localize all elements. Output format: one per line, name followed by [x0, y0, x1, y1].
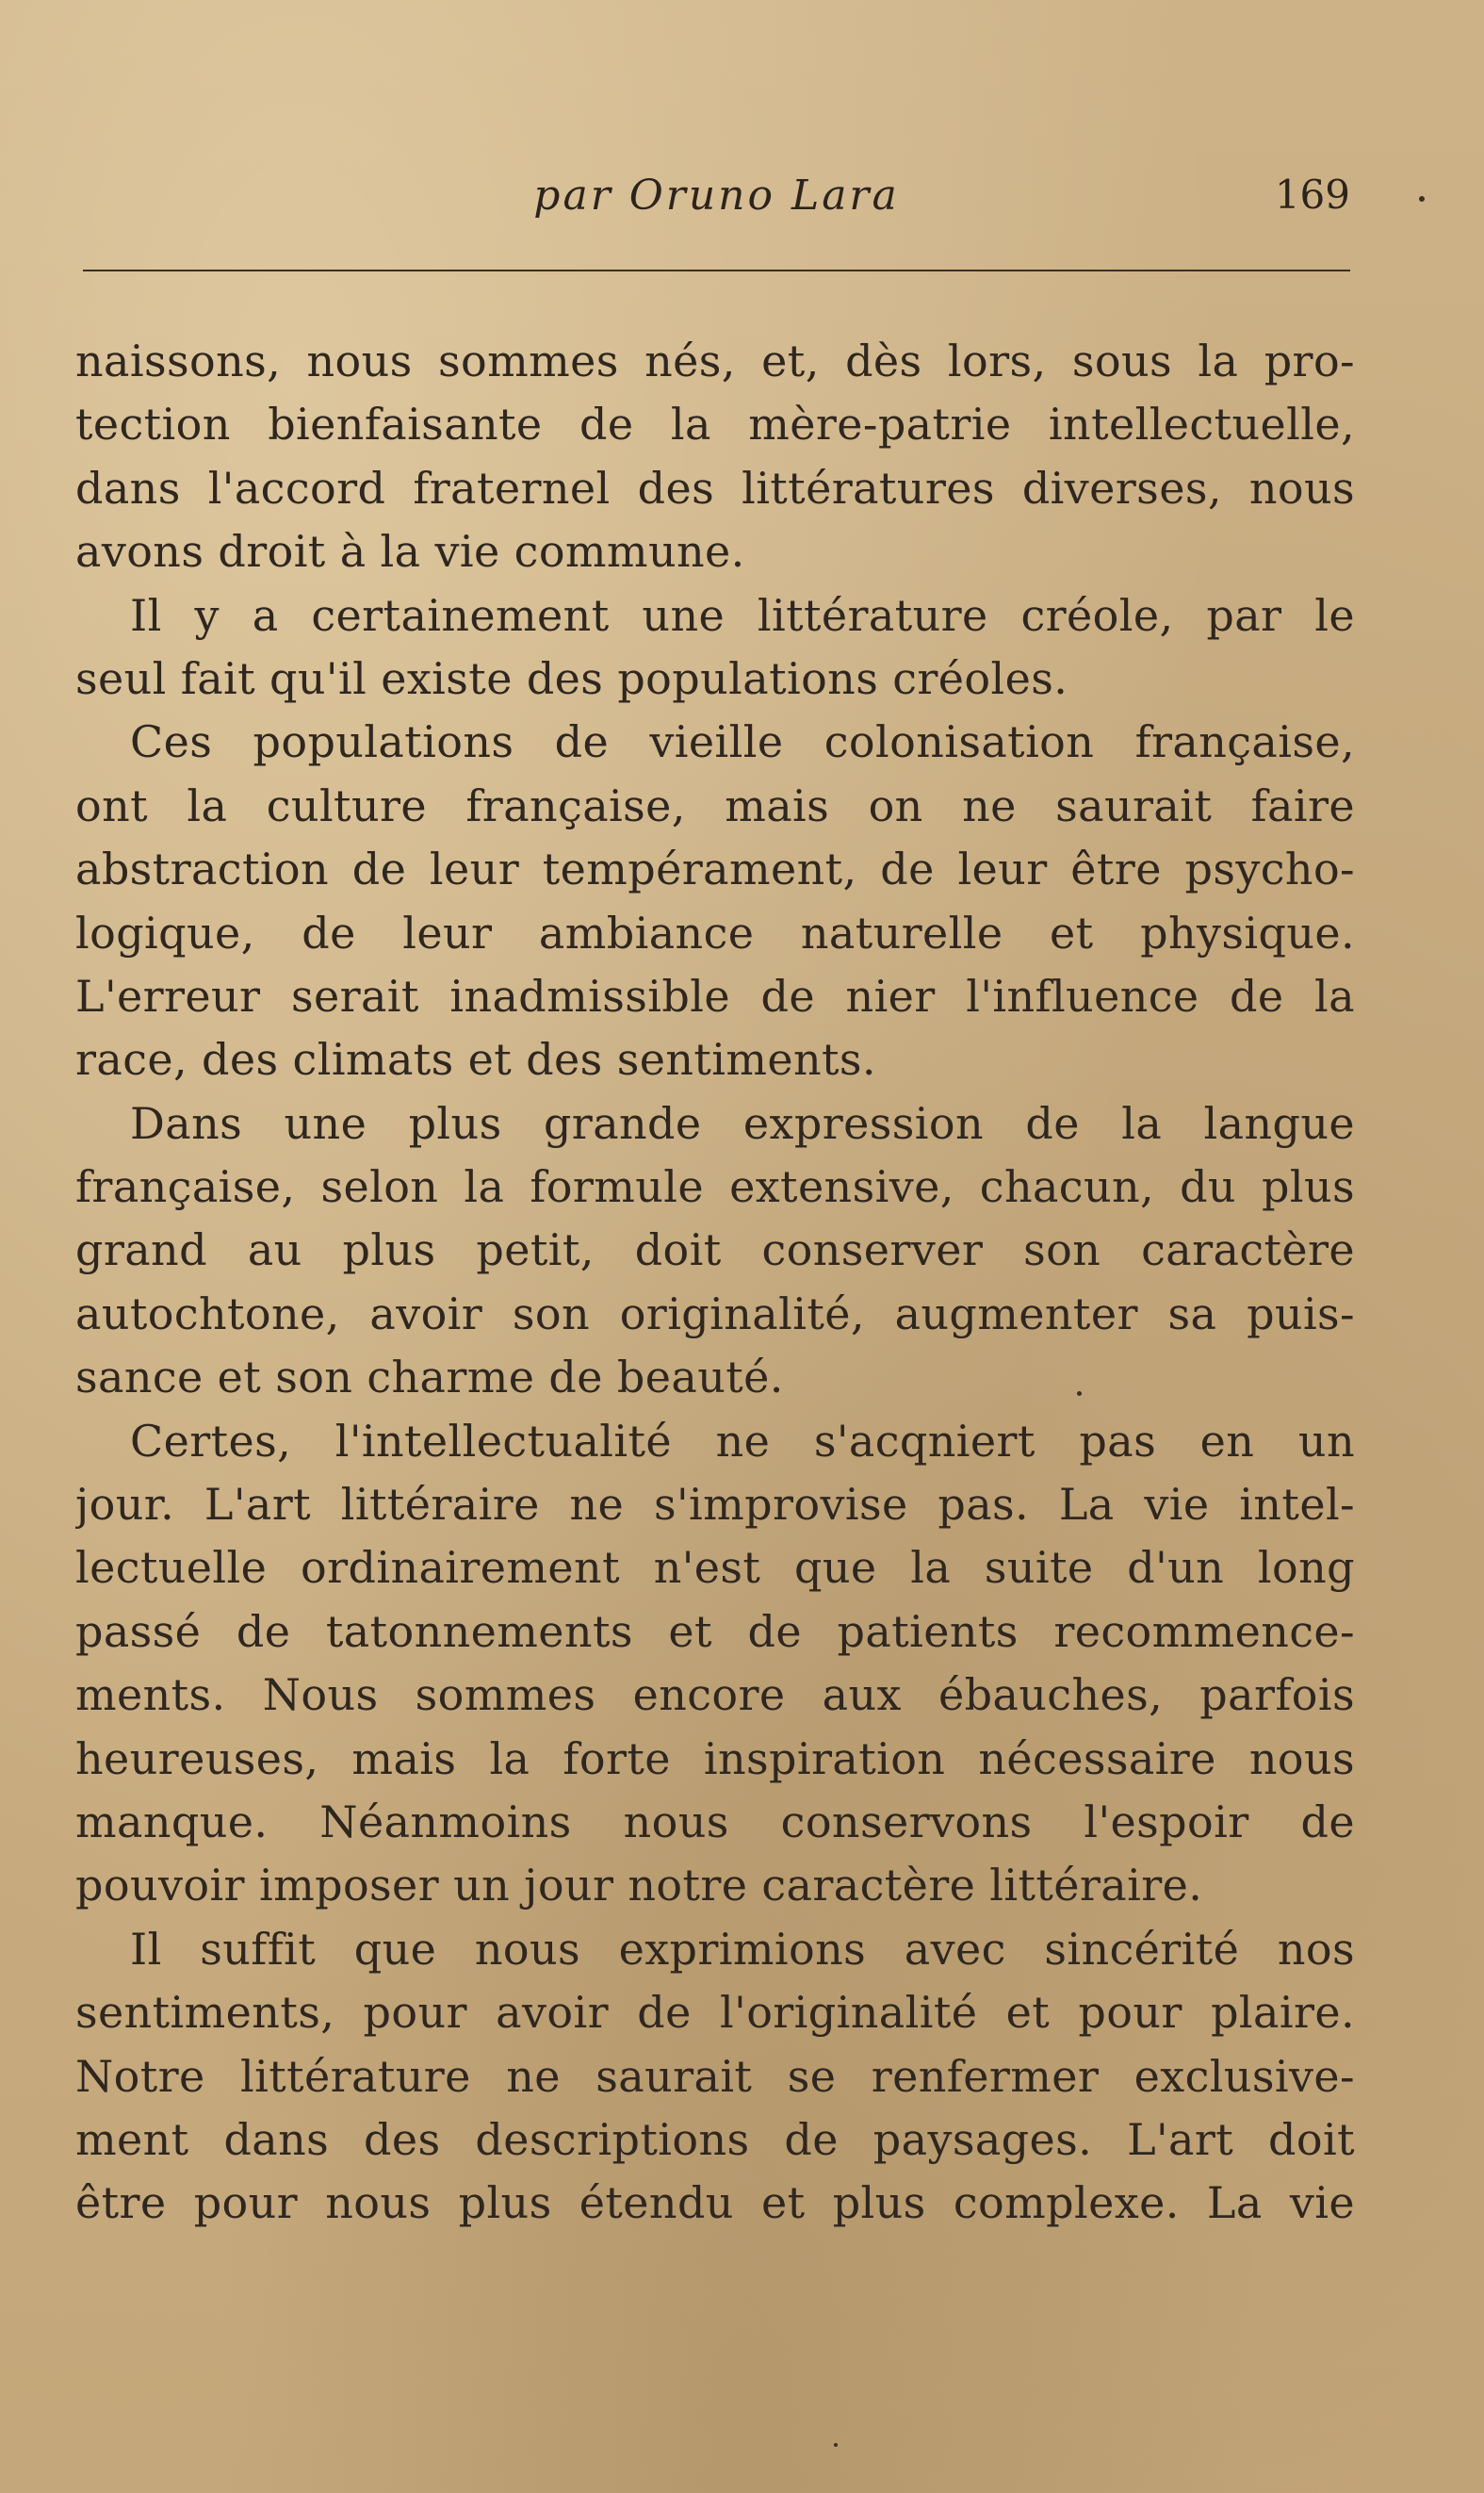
text-line: manque. Néanmoins nous conservons l'espoir de: [75, 1796, 1355, 1847]
text-line: ont la culture française, mais on ne saurait faire: [75, 779, 1355, 831]
text-line: être pour nous plus étendu et plus complexe. La vie: [75, 2177, 1355, 2229]
text-line: abstraction de leur tempérament, de leur être psycho-: [75, 844, 1355, 895]
text-line: lectuelle ordinairement n'est que la suite d'un long: [75, 1542, 1355, 1594]
text-line: logique, de leur ambiance naturelle et physique.: [75, 907, 1355, 959]
text-line: heureuses, mais la forte inspiration nécessaire nous: [75, 1732, 1355, 1784]
text-line: Notre littérature ne saurait se renfermer exclusive-: [75, 2050, 1355, 2102]
text-line: Ces populations de vieille colonisation française,: [130, 716, 1355, 768]
page-number: 169: [1274, 172, 1350, 218]
text-line: française, selon la formule extensive, chacun, du plus: [75, 1161, 1355, 1213]
header-rule: [83, 270, 1350, 271]
running-title: par Oruno Lara: [533, 172, 900, 220]
text-line: Il y a certainement une littérature créole, par le: [130, 589, 1355, 641]
text-line: ment dans des descriptions de paysages. L'art doit: [75, 2113, 1355, 2165]
text-line: pouvoir imposer un jour notre caractère littéraire.: [75, 1860, 1203, 1911]
text-line: Certes, l'intellectualité ne s'acqniert pas en un: [130, 1415, 1355, 1467]
paper-speck: [834, 2443, 838, 2447]
text-line: jour. L'art littéraire ne s'improvise pas. La vie intel-: [75, 1479, 1355, 1531]
text-line: race, des climats et des sentiments.: [75, 1034, 876, 1086]
running-header: [83, 172, 1350, 239]
text-line: dans l'accord fraternel des littératures diverses, nous: [75, 462, 1355, 514]
text-line: grand au plus petit, doit conserver son caractère: [75, 1224, 1355, 1276]
text-line: naissons, nous sommes nés, et, dès lors, sous la pro-: [75, 336, 1355, 386]
text-line: Dans une plus grande expression de la langue: [130, 1097, 1355, 1149]
text-line: sentiments, pour avoir de l'originalité et pour plaire.: [75, 1987, 1355, 2039]
text-line: ments. Nous sommes encore aux ébauches, parfois: [75, 1669, 1355, 1721]
text-line: sance et son charme de beauté.: [75, 1352, 784, 1403]
body-text: [75, 330, 1355, 2236]
text-line: tection bienfaisante de la mère-patrie intellectuelle,: [75, 399, 1355, 451]
text-line: passé de tatonnements et de patients recommence-: [75, 1605, 1355, 1657]
text-line: L'erreur serait inadmissible de nier l'influence de la: [75, 970, 1355, 1022]
paper-speck: [1077, 1391, 1082, 1396]
text-line: seul fait qu'il existe des populations créoles.: [75, 652, 1068, 704]
paper-speck: [1419, 196, 1425, 202]
text-line: avons droit à la vie commune.: [75, 526, 745, 578]
text-line: Il suffit que nous exprimions avec sincérité nos: [130, 1923, 1355, 1975]
text-line: autochtone, avoir son originalité, augmenter sa puis-: [75, 1288, 1355, 1339]
